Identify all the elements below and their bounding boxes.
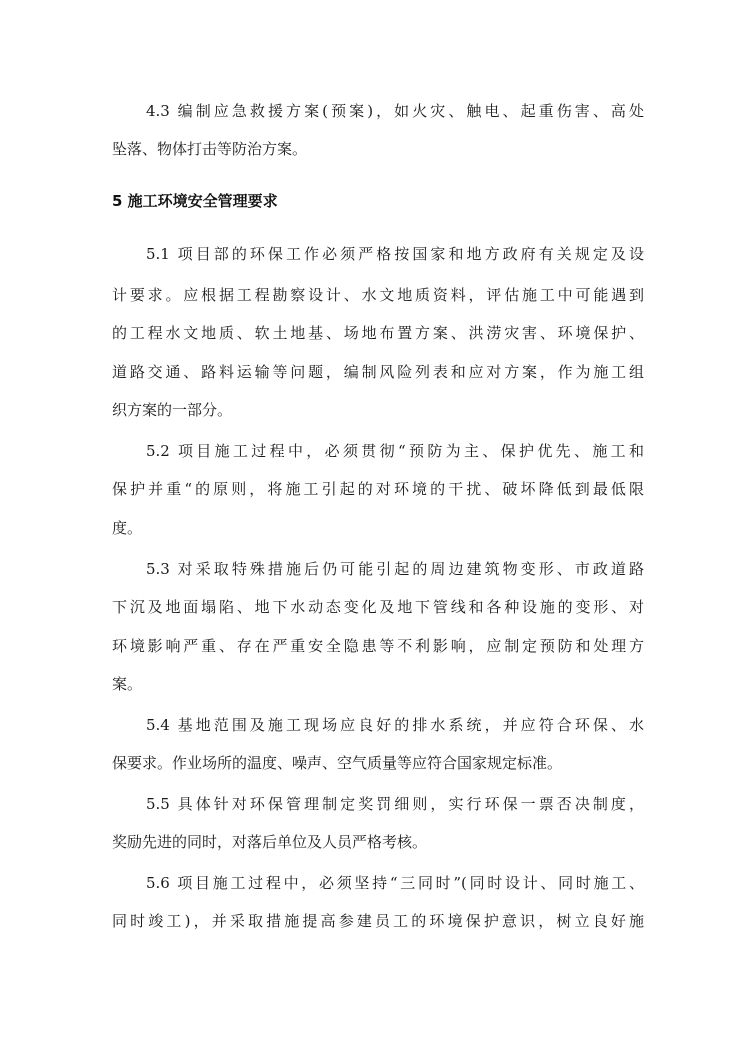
- paragraph-5-1-line-3: 的工程水文地质、软土地基、场地布置方案、洪涝灾害、环境保护、: [112, 324, 644, 342]
- paragraph-5-4-line-2: 保要求。作业场所的温度、噪声、空气质量等应符合国家规定标准。: [112, 754, 563, 772]
- paragraph-4-3-line-1: 4.3 编制应急救援方案(预案)，如火灾、触电、起重伤害、高处: [146, 102, 644, 120]
- paragraph-5-3-line-1: 5.3 对采取特殊措施后仍可能引起的周边建筑物变形、市政道路: [146, 560, 644, 578]
- paragraph-5-2-line-2: 保护并重“的原则，将施工引起的对环境的干扰、破坏降低到最低限: [112, 480, 644, 498]
- paragraph-5-6-line-2: 同时竣工)，并采取措施提高参建员工的环境保护意识，树立良好施: [112, 912, 644, 930]
- section-5-heading: 5 施工环境安全管理要求: [112, 192, 278, 210]
- paragraph-5-1-line-2: 计要求。应根据工程勘察设计、水文地质资料，评估施工中可能遇到: [112, 286, 644, 304]
- paragraph-5-6-line-1: 5.6 项目施工过程中，必须坚持“三同时”(同时设计、同时施工、: [146, 874, 644, 892]
- paragraph-5-1-line-5: 织方案的一部分。: [112, 401, 233, 419]
- paragraph-5-5-line-1: 5.5 具体针对环保管理制定奖罚细则，实行环保一票否决制度，: [146, 795, 644, 813]
- paragraph-5-5-line-2: 奖励先进的同时，对落后单位及人员严格考核。: [112, 833, 428, 851]
- paragraph-5-4-line-1: 5.4 基地范围及施工现场应良好的排水系统，并应符合环保、水: [146, 716, 644, 734]
- paragraph-5-1-line-1: 5.1 项目部的环保工作必须严格按国家和地方政府有关规定及设: [146, 245, 644, 263]
- paragraph-4-3-line-2: 坠落、物体打击等防治方案。: [112, 140, 308, 158]
- paragraph-5-2-line-1: 5.2 项目施工过程中，必须贯彻“预防为主、保护优先、施工和: [146, 442, 644, 460]
- paragraph-5-3-line-2: 下沉及地面塌陷、地下水动态变化及地下管线和各种设施的变形、对: [112, 598, 644, 616]
- paragraph-5-1-line-4: 道路交通、路料运输等问题，编制风险列表和应对方案，作为施工组: [112, 363, 644, 381]
- paragraph-5-2-line-3: 度。: [112, 519, 143, 537]
- paragraph-5-3-line-3: 环境影响严重、存在严重安全隐患等不利影响，应制定预防和处理方: [112, 637, 644, 655]
- paragraph-5-3-line-4: 案。: [112, 675, 143, 693]
